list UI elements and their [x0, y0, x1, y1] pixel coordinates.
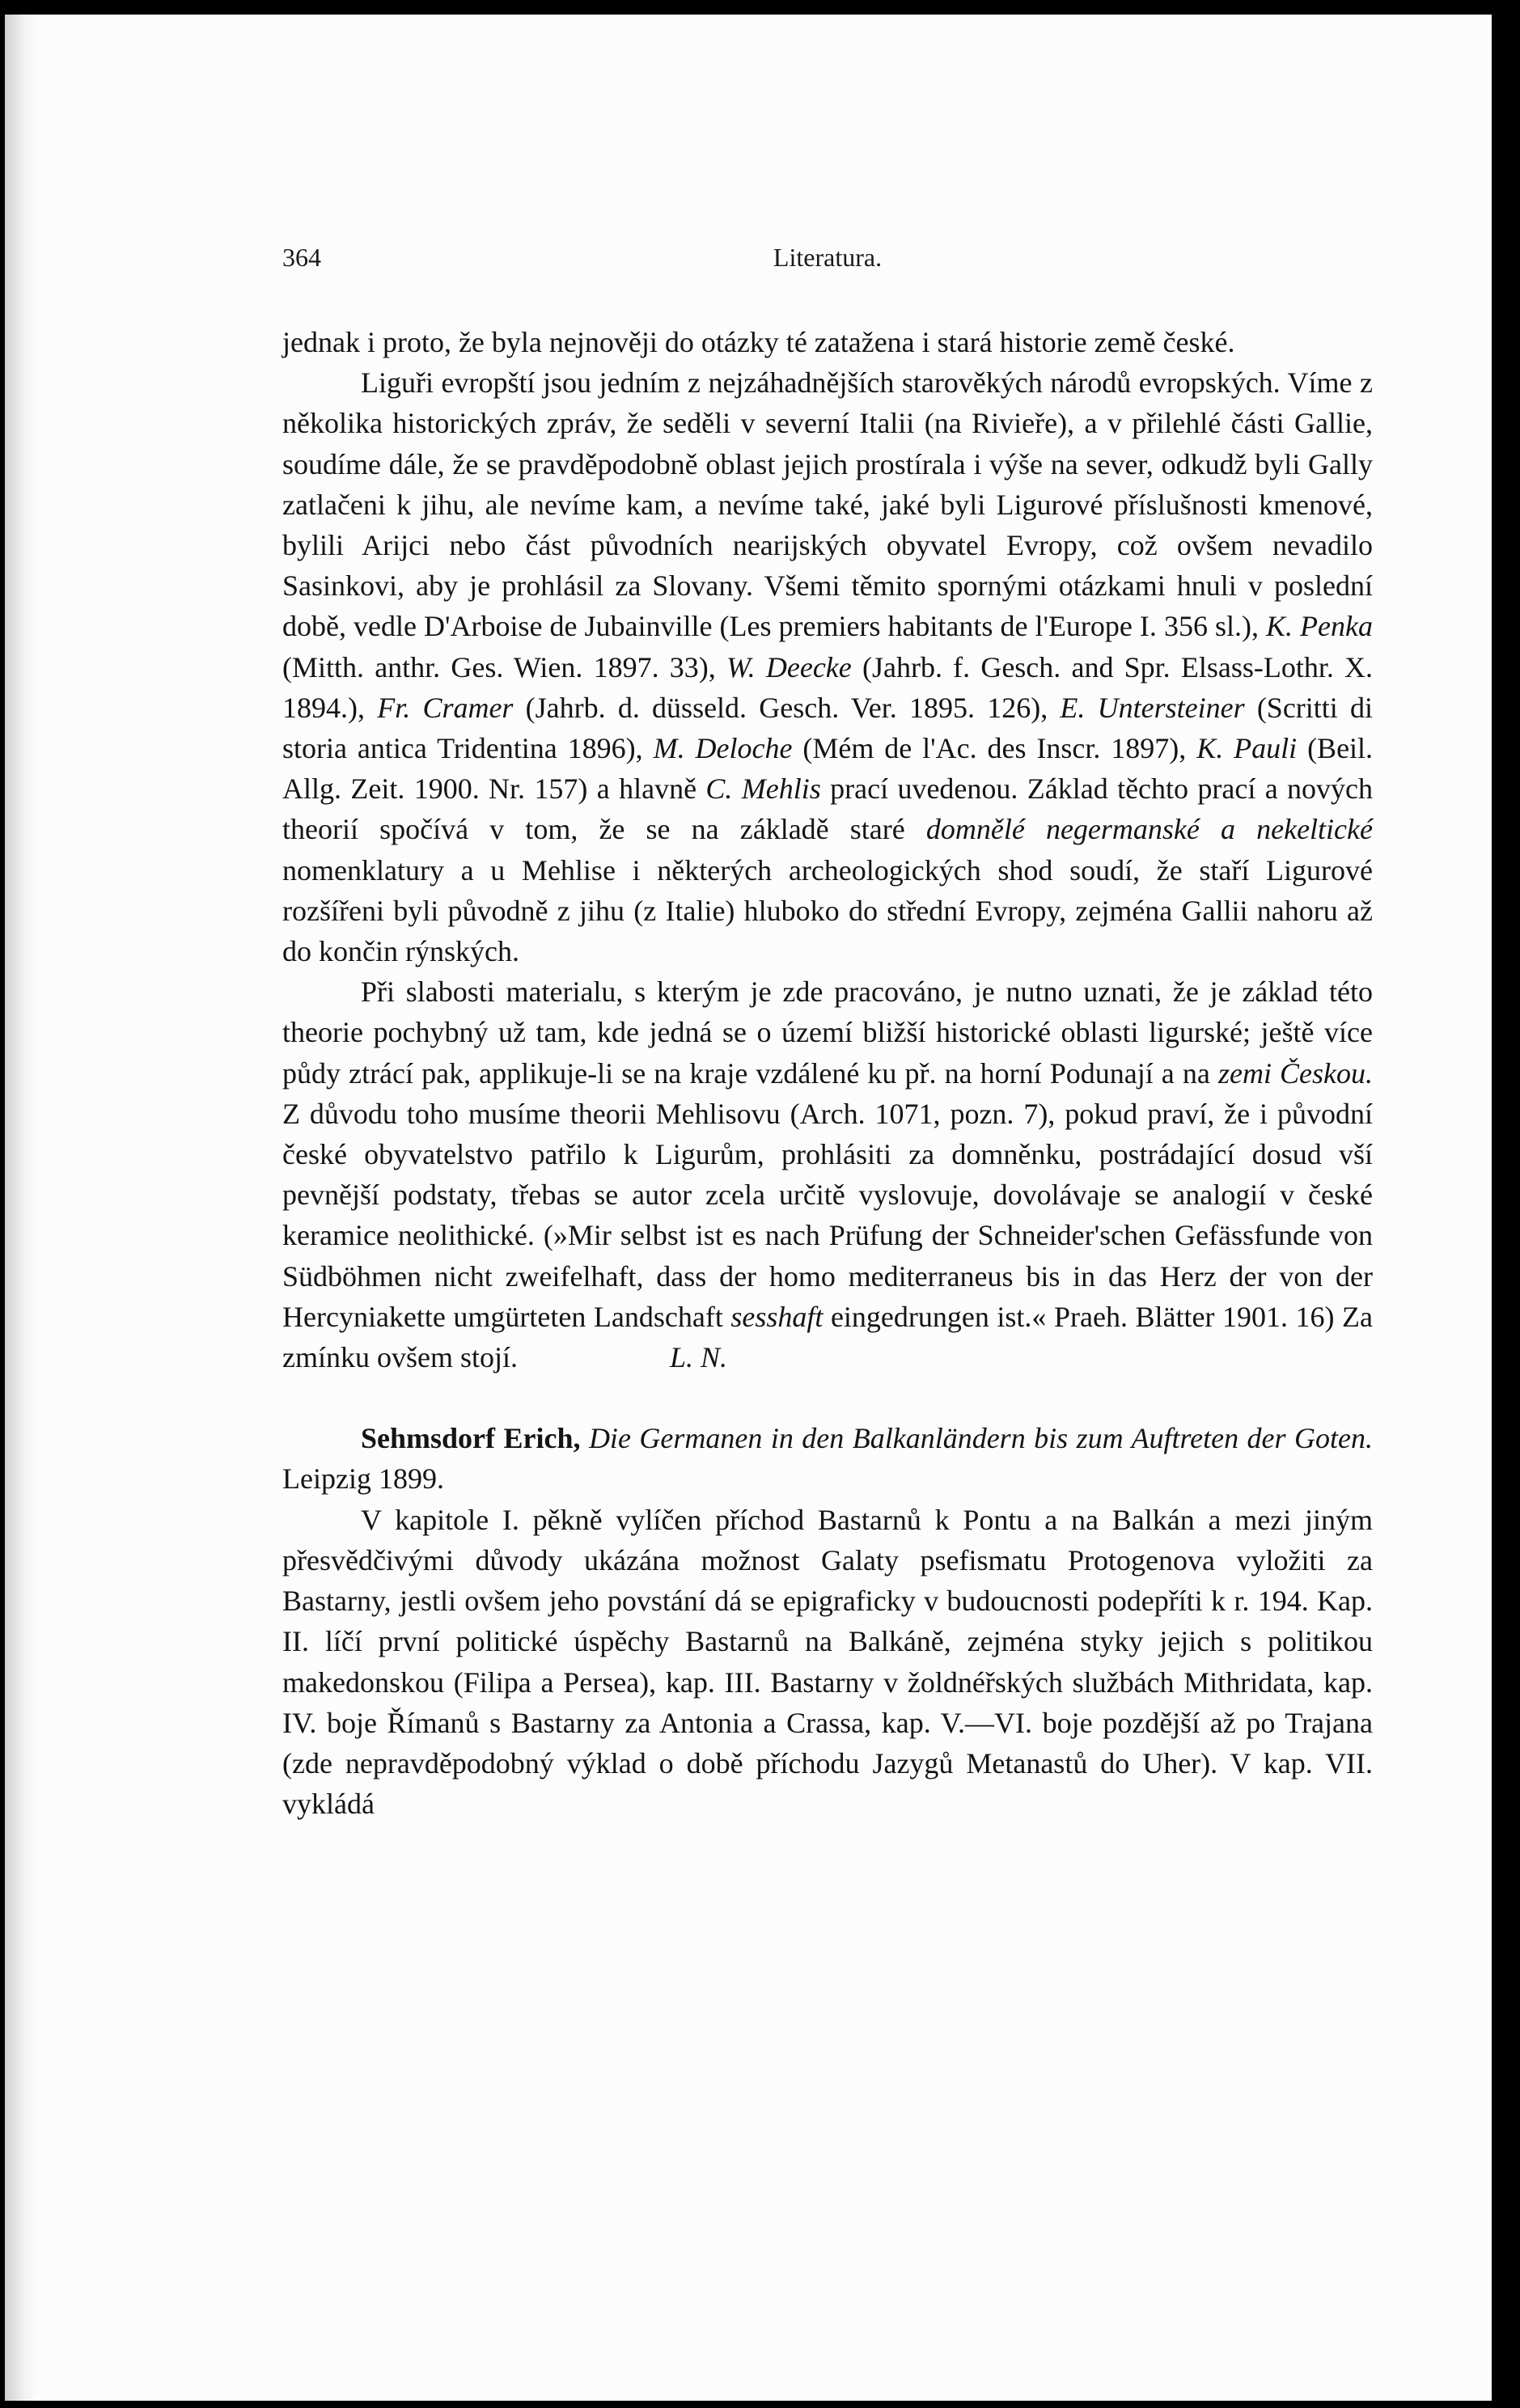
section-gap [282, 1378, 1373, 1418]
author-deloche: M. Deloche [653, 732, 793, 765]
page-edge-shadow [5, 15, 37, 2401]
phrase-domnele: domnělé negermanské a nekeltické [925, 813, 1373, 846]
review-book-title: Die Germanen in den Balkanländern bis zum Auftreten der Goten. [588, 1422, 1373, 1455]
paragraph-bastarnae: V kapitole I. pěkně vylíčen příchod Bastarnů k Pontu a na Balkán a mezi jiným přesvědčivými důvody ukázána možnost Galaty psefismatu Protogenova vyložiti za Bastarny, jestli ovšem jeho povstání dá se epigraficky v budoucnosti podepříti k r. 194. Kap. II. líčí první politické úspěchy Bastarnů na Balkáně, zejména styky jejich s politikou makedonskou (Filipa a Persea), kap. III. Bastarny v žoldnéřských službách Mithridata, kap. IV. boje Římanů s Bastarny za Antonia a Crassa, kap. V.—VI. boje pozdější až po Trajana (zde nepravděpodobný výklad o době příchodu Jazygů Metanastů do Uher). V kap. VII. vykládá [282, 1503, 1373, 1821]
review-heading [282, 1418, 1373, 1499]
page-number: 364 [282, 243, 321, 272]
page-header [282, 243, 1373, 283]
author-cramer: Fr. Cramer [377, 691, 514, 724]
author-deecke: W. Deecke [726, 650, 852, 683]
paragraph-continuation: jednak i proto, že byla nejnověji do otázky té zatažena i stará historie země české. [282, 326, 1235, 358]
author-mehlis: C. Mehlis [705, 772, 821, 806]
running-title: Literatura. [773, 243, 883, 272]
signature: L. N. [669, 1341, 727, 1374]
phrase-sesshaft: sesshaft [730, 1300, 824, 1333]
author-pauli: K. Pauli [1196, 732, 1298, 765]
review-author: Sehmsdorf Erich, [361, 1422, 581, 1455]
author-penka: K. Penka [1266, 610, 1374, 643]
paragraph-ligurians: Liguři evropští jsou jedním z nejzáhadnějších starověkých národů evropských. Víme z několika historických zpráv, že seděli v severní Italii (na Rivieře), a v přilehlé části Gallie, soudíme dále, že se pravděpodobně oblast jejich prostírala i výše na sever, odkudž byli Gally zatlačeni k jihu, ale nevíme kam, a nevíme také, jaké byli Ligurové příslušnosti kmenové, bylili Arijci nebo část původních nearijských obyvatel Evropy, což ovšem nevadilo Sasinkovi, aby je prohlásil za Slovany. Všemi těmito spornými otázkami hnuli v poslední době, vedle D'Arboise de Jubainville (Les premiers habitants de l'Europe I. 356 sl.), K. Penka (Mitth. anthr. Ges. Wien. 1897. 33), W. Deecke (Jahrb. f. Gesch. and Spr. Elsass-Lothr. X. 1894.), Fr. Cramer (Jahrb. d. düsseld. Gesch. Ver. 1895. 126), E. Untersteiner (Scritti di storia antica Tridentina 1896), M. Deloche (Mém de l'Ac. des Inscr. 1897), K. Pauli (Beil. Allg. Zeit. 1900. Nr. 157) a hlavně C. Mehlis prací uvedenou. Základ těchto prací a nových theorií spočívá v tom, že se na základě staré domnělé negermanské a nekeltické nomenklatury a u Mehlise i některých archeologických shod soudí, že staří Ligurové rozšířeni byli původně z jihu (z Italie) hluboko do střední Evropy, zejména Gallii nahoru až do končin rýnských. [282, 366, 1374, 968]
book-page [5, 15, 1492, 2401]
author-untersteiner: E. Untersteiner [1060, 691, 1245, 724]
page-body [282, 322, 1373, 1824]
paragraph-material: Při slabosti materialu, s kterým je zde pracováno, je nutno uznati, že je základ této theorie pochybný už tam, kde jedná se o území bližší historické oblasti ligurské; ještě více půdy ztrácí pak, applikuje-li se na kraje vzdálené ku př. na horní Podunají a na zemi Českou. Z důvodu toho musíme theorii Mehlisovu (Arch. 1071, pozn. 7), pokud praví, že i původní české obyvatelstvo patřilo k Ligurům, prohlásiti za domněnku, postrádající dosud vší pevnější podstaty, třebas se autor zcela určitě vyslovuje, dovolávaje se analogií v české keramice neolithické. (»Mir selbst ist es nach Prüfung der Schneider'schen Gefässfunde von Südböhmen nicht zweifelhaft, dass der homo mediterraneus bis in das Herz der von der Hercyniakette umgürteten Landschaft sesshaft eingedrungen ist.« Praeh. Blätter 1901. 16) Za zmínku ovšem stojí. L. N. [282, 971, 1373, 1378]
phrase-zemi-ceskou: zemi Českou. [1217, 1056, 1374, 1090]
review-imprint: Leipzig 1899. [282, 1462, 444, 1496]
